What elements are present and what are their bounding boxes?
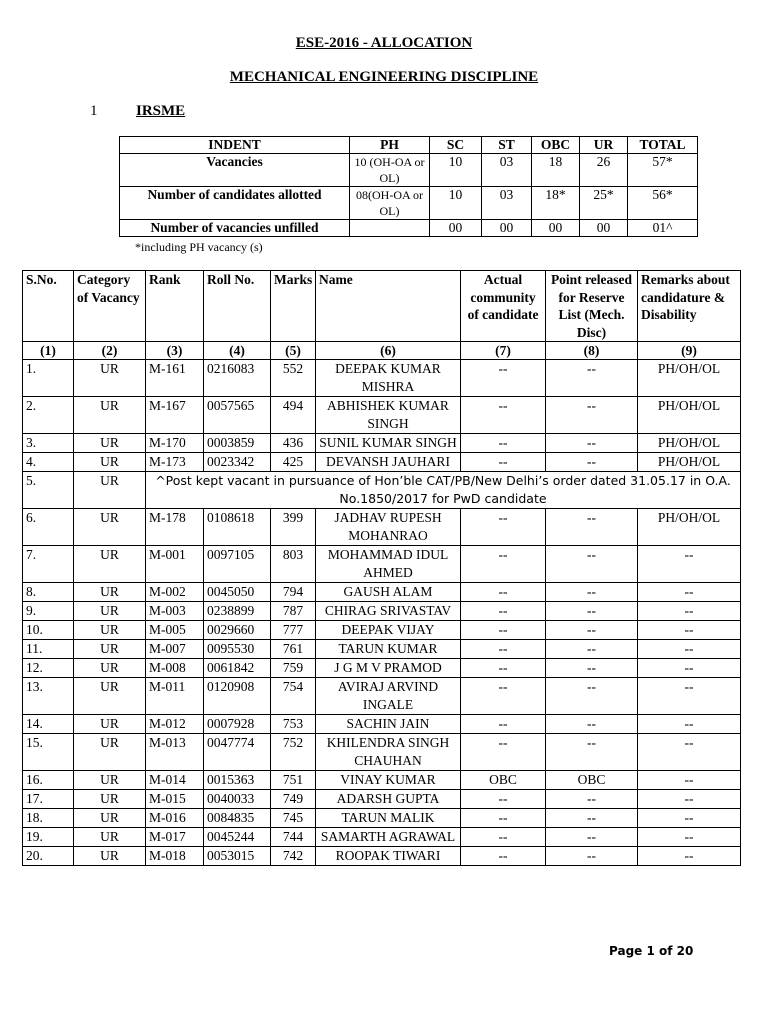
table-row — [23, 715, 741, 734]
rank-cell: M-002 — [146, 583, 204, 602]
point-released-cell: -- — [546, 509, 638, 546]
indent-cell-sc: 10 — [430, 187, 482, 220]
serial-number-cell: 11. — [23, 640, 74, 659]
remarks-cell: PH/OH/OL — [638, 434, 741, 453]
point-released-cell: -- — [546, 640, 638, 659]
indent-cell-ur: 00 — [580, 220, 628, 237]
point-released-cell: -- — [546, 453, 638, 472]
marks-cell: 494 — [271, 397, 316, 434]
indent-cell-ph: 10 (OH-OA or OL) — [350, 154, 430, 187]
serial-number-cell: 8. — [23, 583, 74, 602]
indent-header: INDENT — [120, 137, 350, 154]
community-cell: -- — [461, 678, 546, 715]
indent-header: SC — [430, 137, 482, 154]
marks-cell: 742 — [271, 847, 316, 866]
column-header: Category of Vacancy — [74, 271, 146, 342]
column-header: Name — [316, 271, 461, 342]
point-released-cell: -- — [546, 434, 638, 453]
table-row — [23, 771, 741, 790]
indent-cell-obc: 00 — [532, 220, 580, 237]
community-cell: OBC — [461, 771, 546, 790]
point-released-cell: -- — [546, 583, 638, 602]
indent-cell-total: 01^ — [628, 220, 698, 237]
serial-number-cell: 19. — [23, 828, 74, 847]
rank-cell: M-170 — [146, 434, 204, 453]
category-cell: UR — [74, 640, 146, 659]
serial-number-cell: 9. — [23, 602, 74, 621]
marks-cell: 759 — [271, 659, 316, 678]
community-cell: -- — [461, 546, 546, 583]
remarks-cell: PH/OH/OL — [638, 397, 741, 434]
column-number: (1) — [23, 342, 74, 360]
category-cell: UR — [74, 828, 146, 847]
section-number: 1 — [90, 103, 98, 119]
indent-cell-st: 00 — [482, 220, 532, 237]
indent-cell-total: 56* — [628, 187, 698, 220]
roll-number-cell: 0238899 — [204, 602, 271, 621]
page-number: Page 1 of 20 — [609, 944, 694, 958]
indent-header: ST — [482, 137, 532, 154]
table-row — [23, 509, 741, 546]
table-row — [23, 434, 741, 453]
category-cell: UR — [74, 621, 146, 640]
indent-cell-sc: 10 — [430, 154, 482, 187]
indent-row-allotted — [120, 187, 698, 220]
marks-cell: 399 — [271, 509, 316, 546]
roll-number-cell: 0040033 — [204, 790, 271, 809]
point-released-cell: -- — [546, 397, 638, 434]
community-cell: -- — [461, 809, 546, 828]
table-row — [23, 828, 741, 847]
serial-number-cell: 3. — [23, 434, 74, 453]
indent-cell-st: 03 — [482, 154, 532, 187]
category-cell: UR — [74, 360, 146, 397]
point-released-cell: -- — [546, 659, 638, 678]
candidate-name-cell: TARUN MALIK — [316, 809, 461, 828]
point-released-cell: -- — [546, 360, 638, 397]
remarks-cell: -- — [638, 659, 741, 678]
rank-cell: M-178 — [146, 509, 204, 546]
category-cell: UR — [74, 771, 146, 790]
indent-cell-obc: 18* — [532, 187, 580, 220]
serial-number-cell: 1. — [23, 360, 74, 397]
marks-cell: 787 — [271, 602, 316, 621]
remarks-cell: -- — [638, 847, 741, 866]
roll-number-cell: 0047774 — [204, 734, 271, 771]
community-cell: -- — [461, 621, 546, 640]
remarks-cell: -- — [638, 734, 741, 771]
serial-number-cell: 16. — [23, 771, 74, 790]
indent-cell-obc: 18 — [532, 154, 580, 187]
category-cell: UR — [74, 678, 146, 715]
roll-number-cell: 0084835 — [204, 809, 271, 828]
community-cell: -- — [461, 715, 546, 734]
point-released-cell: -- — [546, 678, 638, 715]
serial-number-cell: 12. — [23, 659, 74, 678]
rank-cell: M-003 — [146, 602, 204, 621]
marks-cell: 761 — [271, 640, 316, 659]
roll-number-cell: 0216083 — [204, 360, 271, 397]
marks-cell: 753 — [271, 715, 316, 734]
rank-cell: M-008 — [146, 659, 204, 678]
roll-number-cell: 0045050 — [204, 583, 271, 602]
roll-number-cell: 0108618 — [204, 509, 271, 546]
column-number: (6) — [316, 342, 461, 360]
column-header: Roll No. — [204, 271, 271, 342]
remarks-cell: -- — [638, 621, 741, 640]
rank-cell: M-167 — [146, 397, 204, 434]
candidate-name-cell: VINAY KUMAR — [316, 771, 461, 790]
table-row — [23, 678, 741, 715]
section-name: IRSME — [136, 103, 186, 119]
indent-header: TOTAL — [628, 137, 698, 154]
point-released-cell: -- — [546, 602, 638, 621]
serial-number-cell: 10. — [23, 621, 74, 640]
point-released-cell: OBC — [546, 771, 638, 790]
serial-number-cell: 13. — [23, 678, 74, 715]
roll-number-cell: 0061842 — [204, 659, 271, 678]
category-cell: UR — [74, 809, 146, 828]
community-cell: -- — [461, 640, 546, 659]
rank-cell: M-015 — [146, 790, 204, 809]
community-cell: -- — [461, 790, 546, 809]
indent-cell-ur: 26 — [580, 154, 628, 187]
indent-cell-ph: 08(OH-OA or OL) — [350, 187, 430, 220]
table-row — [23, 472, 741, 509]
column-number: (8) — [546, 342, 638, 360]
allocation-rows — [23, 360, 741, 866]
roll-number-cell: 0095530 — [204, 640, 271, 659]
rank-cell: M-012 — [146, 715, 204, 734]
remarks-cell: PH/OH/OL — [638, 453, 741, 472]
rank-cell: M-173 — [146, 453, 204, 472]
point-released-cell: -- — [546, 715, 638, 734]
candidate-name-cell: DEVANSH JAUHARI — [316, 453, 461, 472]
remarks-cell: -- — [638, 790, 741, 809]
category-cell: UR — [74, 546, 146, 583]
category-cell: UR — [74, 583, 146, 602]
candidate-name-cell: JADHAV RUPESH MOHANRAO — [316, 509, 461, 546]
column-header: Actual community of candidate — [461, 271, 546, 342]
column-number: (5) — [271, 342, 316, 360]
marks-cell: 777 — [271, 621, 316, 640]
serial-number-cell: 4. — [23, 453, 74, 472]
vacancy-note-cell: ^Post kept vacant in pursuance of Hon’ble CAT/PB/New Delhi’s order dated 31.05.17 in O.A. No.1850/2017 for PwD candidate — [146, 472, 741, 509]
remarks-cell: -- — [638, 715, 741, 734]
table-row — [23, 847, 741, 866]
candidate-name-cell: SAMARTH AGRAWAL — [316, 828, 461, 847]
column-header: Point released for Reserve List (Mech. Disc) — [546, 271, 638, 342]
roll-number-cell: 0057565 — [204, 397, 271, 434]
indent-row-label: Number of vacancies unfilled — [120, 220, 350, 237]
roll-number-cell: 0007928 — [204, 715, 271, 734]
roll-number-cell: 0023342 — [204, 453, 271, 472]
serial-number-cell: 17. — [23, 790, 74, 809]
table-row — [23, 453, 741, 472]
community-cell: -- — [461, 509, 546, 546]
indent-header: PH — [350, 137, 430, 154]
candidate-name-cell: MOHAMMAD IDUL AHMED — [316, 546, 461, 583]
community-cell: -- — [461, 360, 546, 397]
marks-cell: 752 — [271, 734, 316, 771]
document-title: ESE-2016 - ALLOCATION — [295, 35, 473, 51]
serial-number-cell: 6. — [23, 509, 74, 546]
candidate-name-cell: ABHISHEK KUMAR SINGH — [316, 397, 461, 434]
indent-header-row — [120, 137, 698, 154]
remarks-cell: -- — [638, 546, 741, 583]
indent-row-label: Number of candidates allotted — [120, 187, 350, 220]
remarks-cell: PH/OH/OL — [638, 360, 741, 397]
roll-number-cell: 0003859 — [204, 434, 271, 453]
marks-cell: 745 — [271, 809, 316, 828]
point-released-cell: -- — [546, 809, 638, 828]
community-cell: -- — [461, 659, 546, 678]
rank-cell: M-016 — [146, 809, 204, 828]
indent-row-vacancies — [120, 154, 698, 187]
rank-cell: M-007 — [146, 640, 204, 659]
column-number: (2) — [74, 342, 146, 360]
category-cell: UR — [74, 509, 146, 546]
discipline-title: MECHANICAL ENGINEERING DISCIPLINE — [229, 69, 539, 85]
indent-header: UR — [580, 137, 628, 154]
roll-number-cell: 0015363 — [204, 771, 271, 790]
column-number: (4) — [204, 342, 271, 360]
column-header: Marks — [271, 271, 316, 342]
remarks-cell: PH/OH/OL — [638, 509, 741, 546]
table-row — [23, 602, 741, 621]
serial-number-cell: 5. — [23, 472, 74, 509]
community-cell: -- — [461, 453, 546, 472]
indent-cell-sc: 00 — [430, 220, 482, 237]
category-cell: UR — [74, 790, 146, 809]
marks-cell: 744 — [271, 828, 316, 847]
marks-cell: 794 — [271, 583, 316, 602]
marks-cell: 552 — [271, 360, 316, 397]
category-cell: UR — [74, 434, 146, 453]
remarks-cell: -- — [638, 809, 741, 828]
marks-cell: 436 — [271, 434, 316, 453]
remarks-cell: -- — [638, 640, 741, 659]
marks-cell: 751 — [271, 771, 316, 790]
remarks-cell: -- — [638, 602, 741, 621]
rank-cell: M-001 — [146, 546, 204, 583]
column-number: (3) — [146, 342, 204, 360]
community-cell: -- — [461, 734, 546, 771]
roll-number-cell: 0045244 — [204, 828, 271, 847]
column-header: S.No. — [23, 271, 74, 342]
serial-number-cell: 2. — [23, 397, 74, 434]
table-row — [23, 583, 741, 602]
category-cell: UR — [74, 659, 146, 678]
point-released-cell: -- — [546, 621, 638, 640]
table-row — [23, 790, 741, 809]
community-cell: -- — [461, 847, 546, 866]
community-cell: -- — [461, 434, 546, 453]
community-cell: -- — [461, 602, 546, 621]
marks-cell: 749 — [271, 790, 316, 809]
candidate-name-cell: J G M V PRAMOD — [316, 659, 461, 678]
remarks-cell: -- — [638, 828, 741, 847]
roll-number-cell: 0029660 — [204, 621, 271, 640]
candidate-name-cell: SACHIN JAIN — [316, 715, 461, 734]
point-released-cell: -- — [546, 734, 638, 771]
indent-row-label: Vacancies — [120, 154, 350, 187]
roll-number-cell: 0120908 — [204, 678, 271, 715]
category-cell: UR — [74, 602, 146, 621]
point-released-cell: -- — [546, 828, 638, 847]
table-row — [23, 397, 741, 434]
indent-cell-ur: 25* — [580, 187, 628, 220]
category-cell: UR — [74, 472, 146, 509]
candidate-name-cell: AVIRAJ ARVIND INGALE — [316, 678, 461, 715]
category-cell: UR — [74, 397, 146, 434]
candidate-name-cell: GAUSH ALAM — [316, 583, 461, 602]
roll-number-cell: 0053015 — [204, 847, 271, 866]
column-number: (9) — [638, 342, 741, 360]
serial-number-cell: 7. — [23, 546, 74, 583]
table-row — [23, 659, 741, 678]
column-header: Remarks about candidature & Disability — [638, 271, 741, 342]
category-cell: UR — [74, 715, 146, 734]
marks-cell: 754 — [271, 678, 316, 715]
marks-cell: 803 — [271, 546, 316, 583]
table-row — [23, 734, 741, 771]
column-header: Rank — [146, 271, 204, 342]
indent-note: *including PH vacancy (s) — [135, 240, 263, 254]
remarks-cell: -- — [638, 771, 741, 790]
serial-number-cell: 20. — [23, 847, 74, 866]
category-cell: UR — [74, 847, 146, 866]
candidate-name-cell: ADARSH GUPTA — [316, 790, 461, 809]
rank-cell: M-013 — [146, 734, 204, 771]
column-number: (7) — [461, 342, 546, 360]
table-row — [23, 640, 741, 659]
category-cell: UR — [74, 734, 146, 771]
serial-number-cell: 15. — [23, 734, 74, 771]
table-row — [23, 621, 741, 640]
rank-cell: M-017 — [146, 828, 204, 847]
candidate-name-cell: DEEPAK VIJAY — [316, 621, 461, 640]
candidate-name-cell: SUNIL KUMAR SINGH — [316, 434, 461, 453]
indent-cell-total: 57* — [628, 154, 698, 187]
indent-table — [119, 136, 698, 237]
point-released-cell: -- — [546, 546, 638, 583]
rank-cell: M-161 — [146, 360, 204, 397]
community-cell: -- — [461, 583, 546, 602]
rank-cell: M-005 — [146, 621, 204, 640]
table-row — [23, 546, 741, 583]
rank-cell: M-014 — [146, 771, 204, 790]
community-cell: -- — [461, 828, 546, 847]
indent-header: OBC — [532, 137, 580, 154]
point-released-cell: -- — [546, 847, 638, 866]
table-row — [23, 809, 741, 828]
marks-cell: 425 — [271, 453, 316, 472]
allocation-header-row — [23, 271, 741, 342]
column-number-row — [23, 342, 741, 360]
rank-cell: M-011 — [146, 678, 204, 715]
serial-number-cell: 18. — [23, 809, 74, 828]
candidate-name-cell: TARUN KUMAR — [316, 640, 461, 659]
allocation-table — [22, 270, 741, 866]
category-cell: UR — [74, 453, 146, 472]
indent-cell-ph — [350, 220, 430, 237]
candidate-name-cell: ROOPAK TIWARI — [316, 847, 461, 866]
table-row — [23, 360, 741, 397]
rank-cell: M-018 — [146, 847, 204, 866]
roll-number-cell: 0097105 — [204, 546, 271, 583]
remarks-cell: -- — [638, 678, 741, 715]
indent-row-unfilled — [120, 220, 698, 237]
indent-cell-st: 03 — [482, 187, 532, 220]
point-released-cell: -- — [546, 790, 638, 809]
remarks-cell: -- — [638, 583, 741, 602]
candidate-name-cell: DEEPAK KUMAR MISHRA — [316, 360, 461, 397]
community-cell: -- — [461, 397, 546, 434]
candidate-name-cell: KHILENDRA SINGH CHAUHAN — [316, 734, 461, 771]
candidate-name-cell: CHIRAG SRIVASTAV — [316, 602, 461, 621]
serial-number-cell: 14. — [23, 715, 74, 734]
